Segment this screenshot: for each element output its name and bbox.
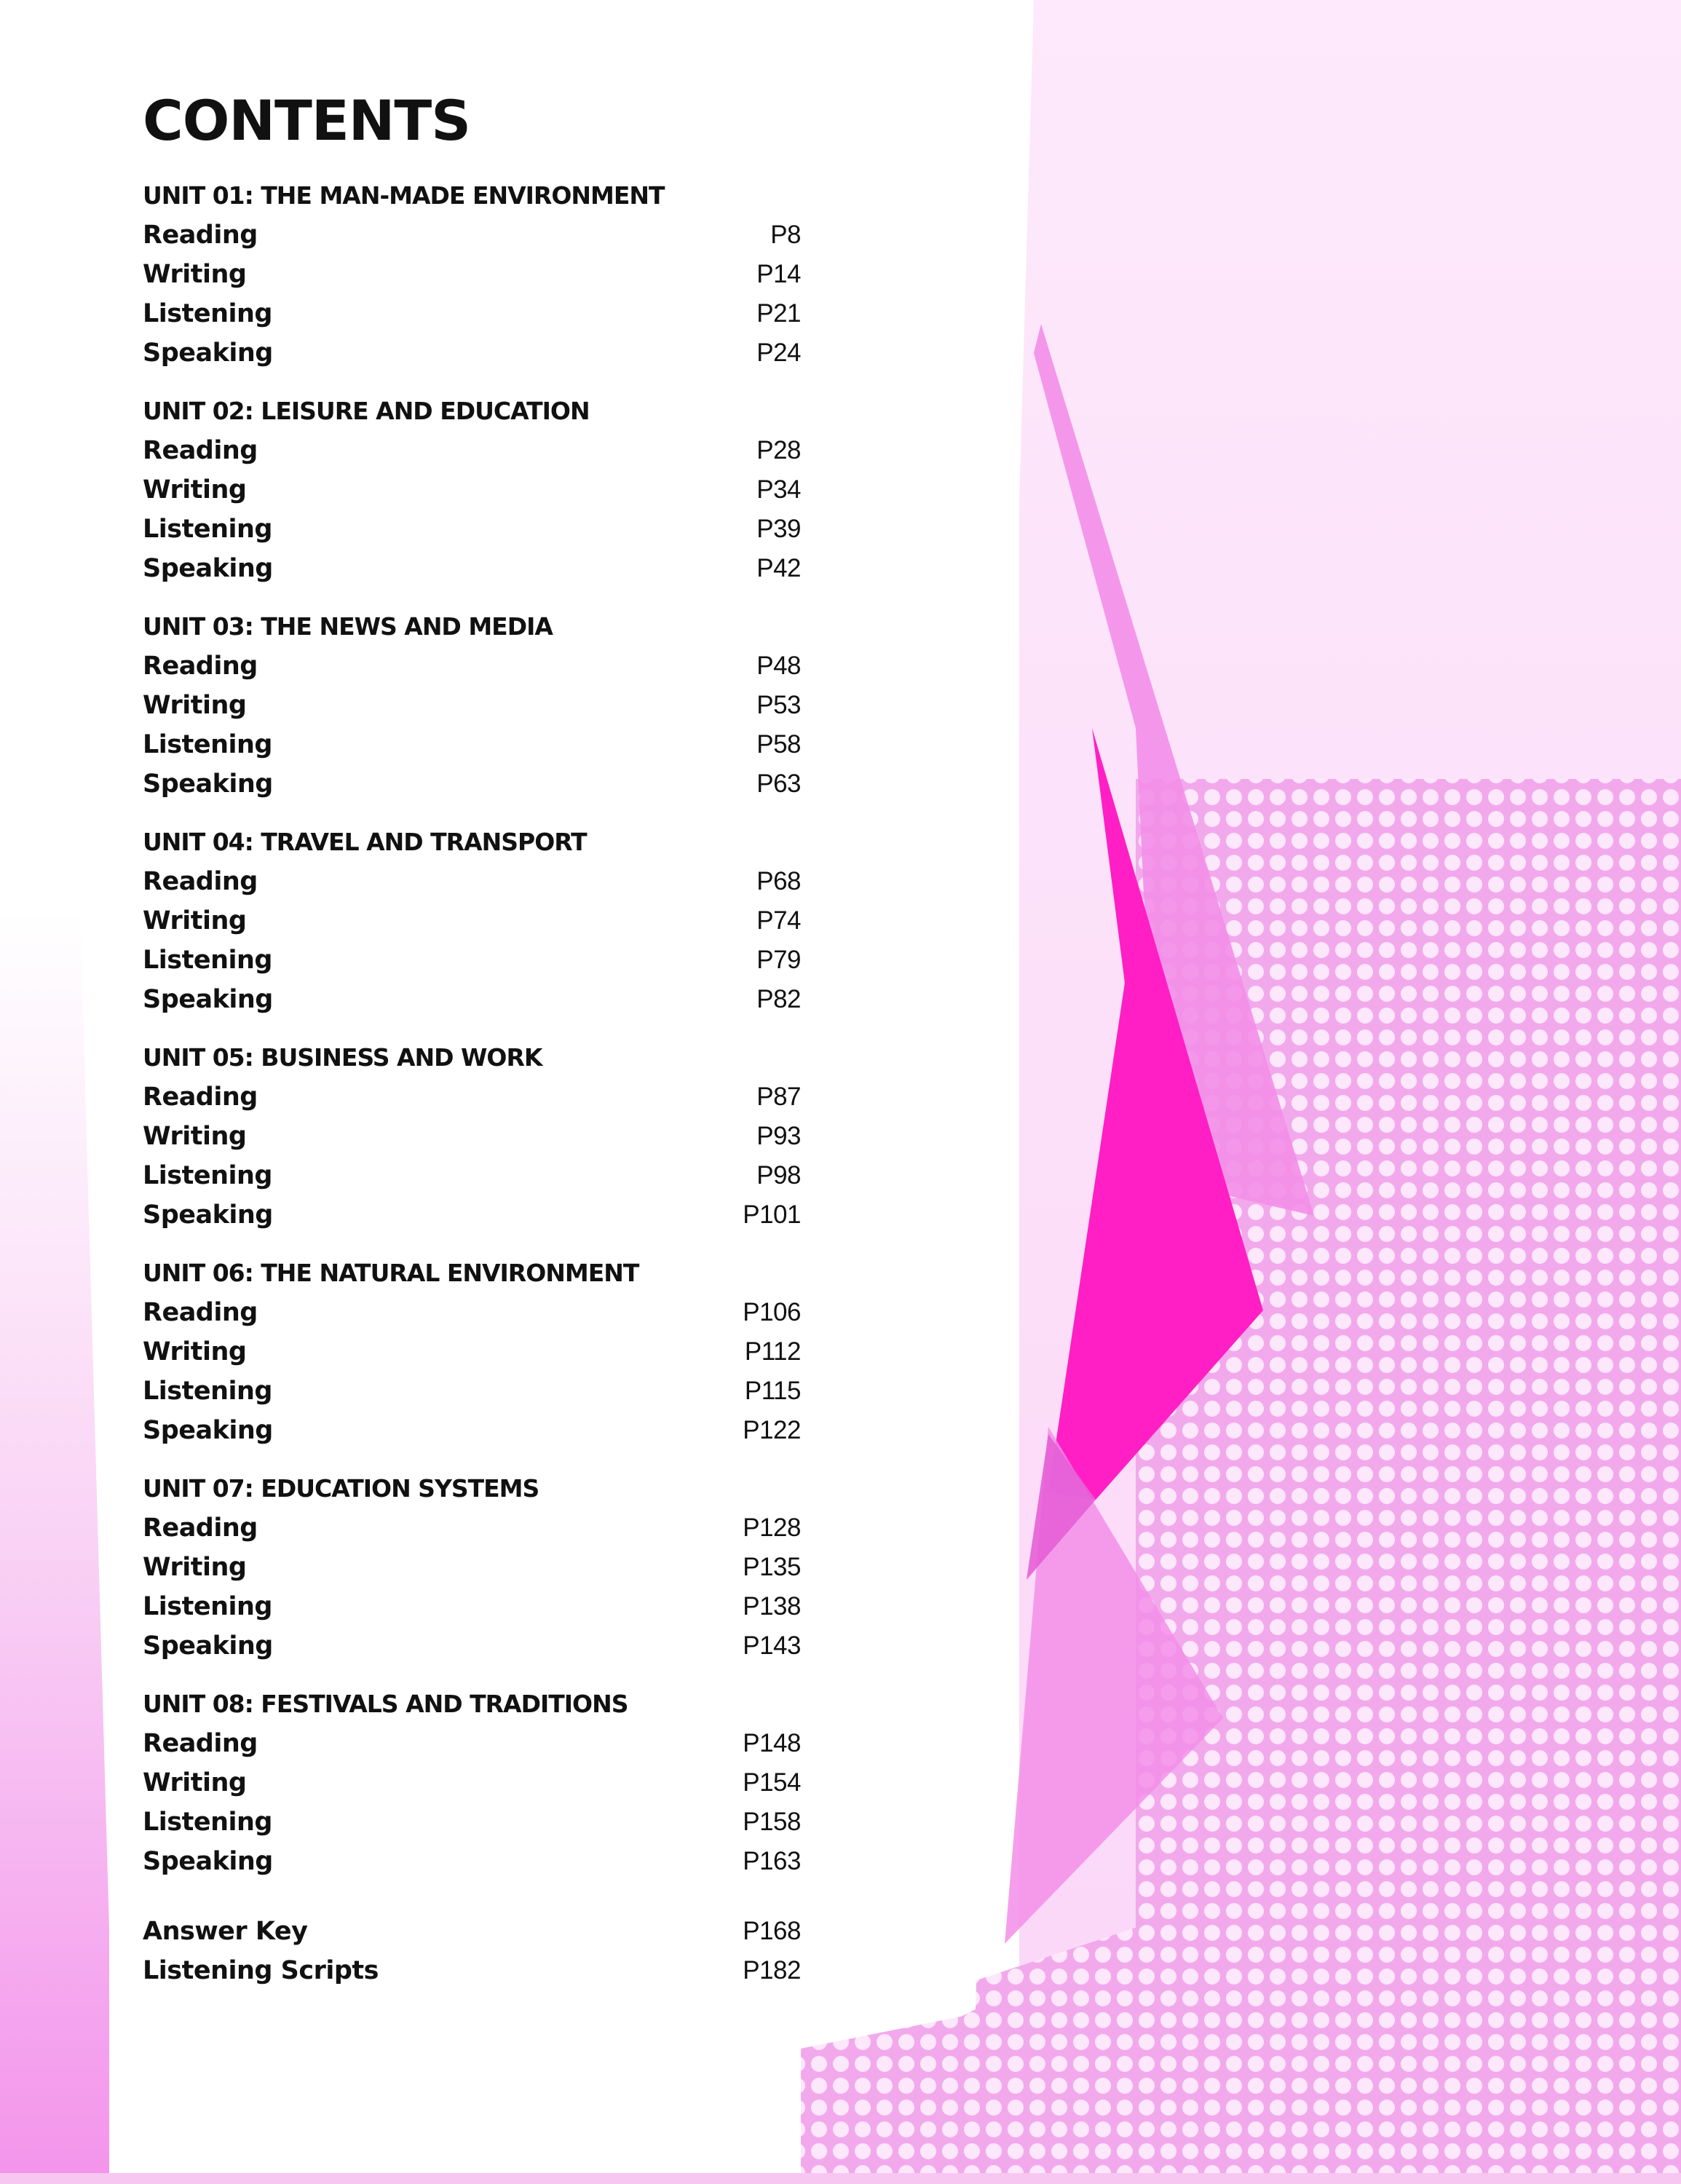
unit-title: UNIT 07: EDUCATION SYSTEMS [143,1474,539,1503]
entry-label: Writing [143,1122,247,1151]
entry-page: P163 [743,1847,801,1875]
entry-label: Listening [143,1161,272,1190]
entry-page: P21 [756,299,801,328]
toc-entry[interactable] [143,862,801,901]
unit-title: UNIT 08: FESTIVALS AND TRADITIONS [143,1690,628,1718]
entry-label: Reading [143,1514,258,1543]
entry-label: Writing [143,1553,247,1582]
toc-entry[interactable] [143,1411,801,1450]
toc-entry[interactable] [143,1548,801,1587]
entry-label: Writing [143,1768,247,1797]
entry-label: Listening Scripts [143,1956,379,1985]
unit-section [143,823,812,1019]
entry-label: Reading [143,1729,258,1758]
entry-page: P98 [756,1161,801,1190]
entry-page: P34 [756,475,801,504]
toc-entry[interactable] [143,1372,801,1411]
entry-label: Speaking [143,339,273,368]
entry-label: Listening [143,1592,272,1621]
entry-page: P138 [743,1592,801,1621]
toc-entry[interactable] [143,686,801,725]
entry-label: Writing [143,691,247,720]
entry-page: P128 [743,1514,801,1542]
entry-label: Speaking [143,1631,273,1661]
toc-entry[interactable] [143,646,801,686]
toc-entry[interactable] [143,1293,801,1332]
entry-label: Reading [143,867,258,896]
unit-title: UNIT 04: TRAVEL AND TRANSPORT [143,828,587,856]
toc-entry[interactable] [143,1626,801,1666]
toc-entry[interactable] [143,470,801,510]
entry-page: P63 [756,769,801,798]
entry-label: Speaking [143,554,273,583]
toc-entry[interactable] [143,1117,801,1156]
unit-section [143,1038,812,1235]
entry-page: P148 [743,1729,801,1757]
entry-label: Reading [143,1083,258,1112]
toc-entry[interactable] [143,764,801,804]
page-title: CONTENTS [143,88,470,153]
toc-entry[interactable] [143,1508,801,1548]
entry-label: Speaking [143,1847,273,1876]
entry-label: Listening [143,730,272,759]
toc-entry[interactable] [143,1077,801,1117]
entry-page: P87 [756,1083,801,1111]
entry-page: P74 [756,906,801,935]
entry-page: P68 [756,867,801,895]
entry-page: P158 [743,1808,801,1836]
unit-section [143,392,812,588]
entry-page: P39 [756,515,801,543]
entry-page: P154 [743,1768,801,1797]
entry-page: P135 [743,1553,801,1581]
toc-entry[interactable] [143,1332,801,1372]
entry-label: Reading [143,1298,258,1327]
toc-entry-listening-scripts[interactable] [143,1951,801,1990]
unit-title: UNIT 06: THE NATURAL ENVIRONMENT [143,1259,639,1287]
entry-label: Listening [143,515,272,544]
toc-entry[interactable] [143,294,801,333]
unit-section [143,1254,812,1450]
entry-label: Speaking [143,1200,273,1230]
toc-entry[interactable] [143,510,801,549]
entry-page: P101 [743,1200,801,1229]
unit-section [143,1685,812,1881]
entry-label: Speaking [143,985,273,1014]
toc-entry[interactable] [143,1156,801,1195]
unit-section [143,607,812,804]
entry-page: P182 [743,1956,801,1985]
entry-page: P42 [756,554,801,582]
bottom-strip [0,2173,1681,2184]
toc-entry[interactable] [143,901,801,941]
unit-title: UNIT 02: LEISURE AND EDUCATION [143,397,590,425]
toc-entry[interactable] [143,1763,801,1803]
entry-label: Answer Key [143,1917,308,1946]
entry-page: P115 [744,1377,801,1405]
entry-page: P28 [756,436,801,464]
entry-label: Listening [143,1377,272,1406]
entry-label: Reading [143,652,258,681]
entry-label: Listening [143,299,272,328]
entry-page: P53 [756,691,801,719]
entry-page: P58 [756,730,801,759]
extras-section [143,1912,812,1990]
toc-entry[interactable] [143,1803,801,1842]
entry-page: P168 [743,1917,801,1945]
entry-page: P14 [756,260,801,288]
entry-page: P79 [756,946,801,974]
toc-entry[interactable] [143,255,801,294]
entry-page: P82 [756,985,801,1013]
left-strip [0,910,116,2184]
toc-entry[interactable] [143,980,801,1019]
unit-title: UNIT 01: THE MAN-MADE ENVIRONMENT [143,181,665,210]
entry-page: P143 [743,1631,801,1660]
toc-entry[interactable] [143,1842,801,1881]
toc-entry[interactable] [143,549,801,588]
toc-entry[interactable] [143,333,801,373]
entry-page: P112 [744,1337,801,1366]
toc-entry-answer-key[interactable] [143,1912,801,1951]
entry-page: P93 [756,1122,801,1150]
entry-label: Writing [143,260,247,289]
unit-section [143,1469,812,1666]
entry-label: Reading [143,436,258,465]
toc-entry[interactable] [143,431,801,470]
entry-page: P24 [756,339,801,367]
toc-entry[interactable] [143,725,801,764]
toc-entry[interactable] [143,1195,801,1235]
toc-entry[interactable] [143,1587,801,1626]
unit-title: UNIT 03: THE NEWS AND MEDIA [143,612,553,641]
entry-label: Reading [143,221,258,250]
entry-label: Writing [143,906,247,935]
entry-page: P48 [756,652,801,680]
unit-section [143,176,812,373]
entry-label: Writing [143,475,247,505]
entry-label: Writing [143,1337,247,1366]
entry-page: P8 [770,221,801,249]
toc-entry[interactable] [143,215,801,255]
entry-page: P122 [743,1416,801,1444]
table-of-contents [143,88,812,1990]
toc-entry[interactable] [143,1724,801,1763]
toc-entry[interactable] [143,941,801,980]
unit-title: UNIT 05: BUSINESS AND WORK [143,1043,542,1072]
entry-label: Listening [143,946,272,975]
entry-label: Speaking [143,769,273,799]
entry-label: Listening [143,1808,272,1837]
entry-page: P106 [743,1298,801,1326]
entry-label: Speaking [143,1416,273,1445]
